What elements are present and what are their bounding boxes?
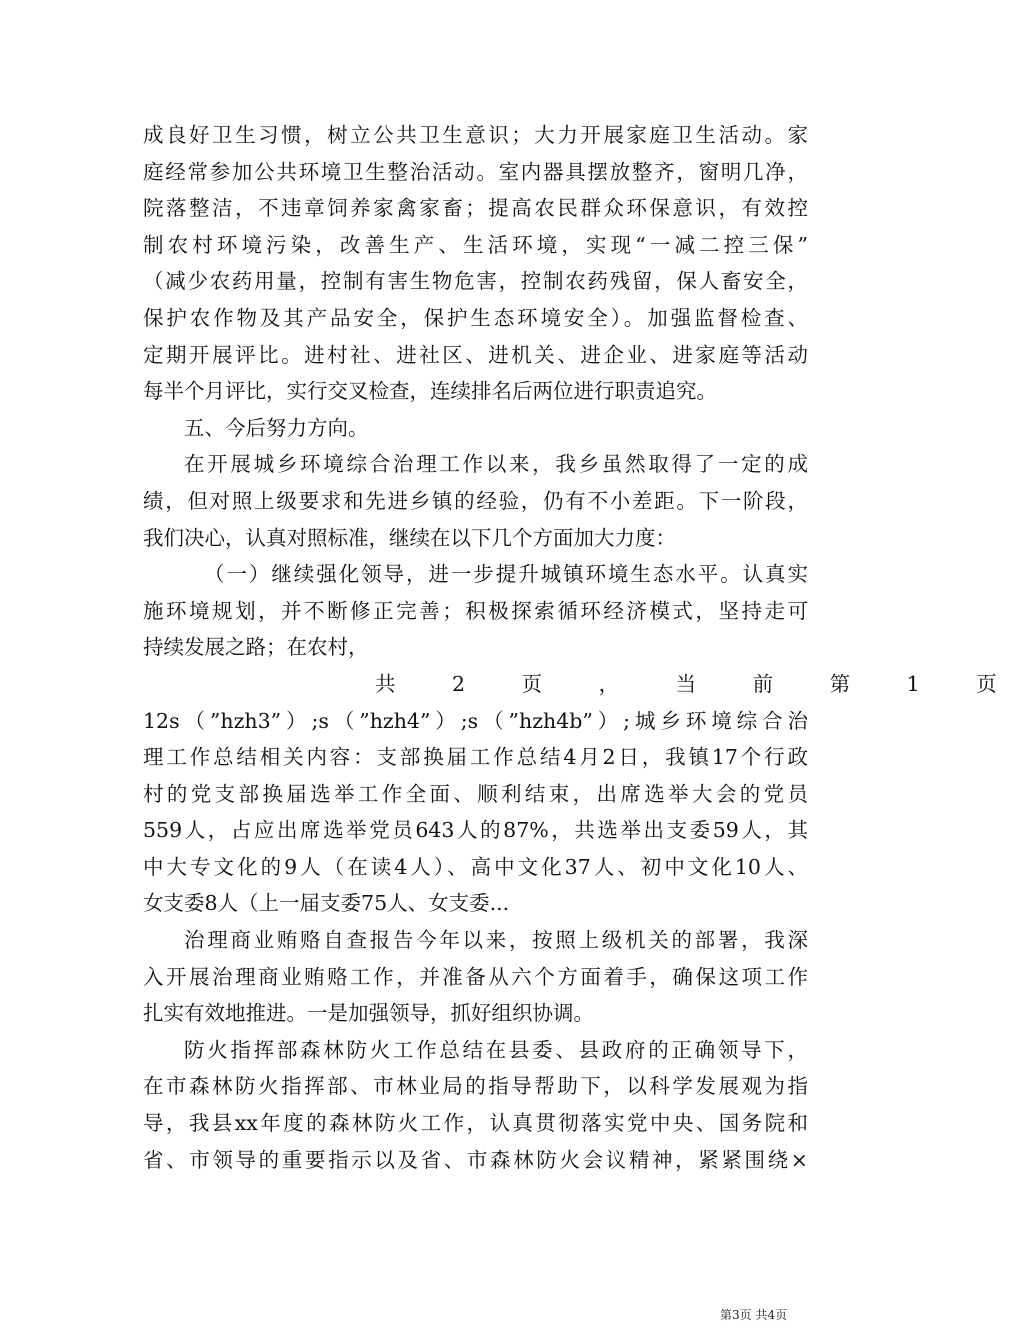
text-line: 导，我县xx年度的森林防火工作，认真贯彻落实党中央、国务院和	[143, 1111, 808, 1136]
text-line: 扎实有效地推进。一是加强领导，抓好组织协调。	[143, 1001, 594, 1026]
page-count-line: 共 2 页 ， 当 前 第 1 页	[375, 671, 1015, 696]
text-line: 理工作总结相关内容：支部换届工作总结4月2日，我镇17个行政	[143, 745, 808, 770]
text-line: 12s（”hzh3”）;s（”hzh4”）;s（”hzh4b”）;城乡环境综合治	[143, 708, 808, 733]
text-line: 在开展城乡环境综合治理工作以来，我乡虽然取得了一定的成	[184, 452, 808, 477]
text-line: 持续发展之路；在农村，	[143, 635, 369, 660]
text-line: 院落整洁，不违章饲养家禽家畜；提高农民群众环保意识，有效控	[143, 196, 808, 221]
text-line: 女支委8人（上一届支委75人、女支委...	[143, 891, 510, 916]
text-line: 入开展治理商业贿赂工作，并准备从六个方面着手，确保这项工作	[143, 964, 808, 989]
text-line: 庭经常参加公共环境卫生整治活动。室内器具摆放整齐，窗明几净，	[143, 159, 808, 184]
page-footer: 第3页 共4页	[720, 1308, 788, 1322]
text-line: 保护农作物及其产品安全，保护生态环境安全）。加强监督检查、	[143, 305, 808, 330]
text-line: 我们决心，认真对照标准，继续在以下几个方面加大力度：	[143, 525, 676, 550]
text-line: 施环境规划，并不断修正完善；积极探索循环经济模式，坚持走可	[143, 598, 808, 623]
text-line: 中大专文化的9人（在读4人）、高中文化37人、初中文化10人、	[143, 854, 808, 879]
text-line: （减少农药用量，控制有害生物危害，控制农药残留，保人畜安全，	[143, 269, 808, 294]
text-line: 绩，但对照上级要求和先进乡镇的经验，仍有不小差距。下一阶段，	[143, 488, 808, 513]
text-line: 治理商业贿赂自查报告今年以来，按照上级机关的部署，我深	[184, 928, 808, 953]
text-line: 制农村环境污染，改善生产、生活环境，实现“一减二控三保”	[143, 232, 808, 257]
text-line: （一）继续强化领导，进一步提升城镇环境生态水平。认真实	[204, 562, 808, 587]
text-line: 在市森林防火指挥部、市林业局的指导帮助下，以科学发展观为指	[143, 1074, 808, 1099]
text-line: 省、市领导的重要指示以及省、市森林防火会议精神，紧紧围绕×	[143, 1147, 808, 1172]
text-line: 成良好卫生习惯，树立公共卫生意识；大力开展家庭卫生活动。家	[143, 123, 808, 147]
text-line: 村的党支部换届选举工作全面、顺利结束，出席选举大会的党员	[143, 781, 808, 806]
section-heading: 五、今后努力方向。	[184, 415, 369, 440]
text-line: 每半个月评比，实行交叉检查，连续排名后两位进行职责追究。	[143, 379, 717, 404]
text-line: 559人，占应出席选举党员643人的87%，共选举出支委59人，其	[143, 818, 808, 843]
text-line: 防火指挥部森林防火工作总结在县委、县政府的正确领导下，	[184, 1037, 808, 1062]
document-body	[143, 117, 1015, 1178]
text-line: 定期开展评比。进村社、进社区、进机关、进企业、进家庭等活动	[143, 342, 808, 367]
